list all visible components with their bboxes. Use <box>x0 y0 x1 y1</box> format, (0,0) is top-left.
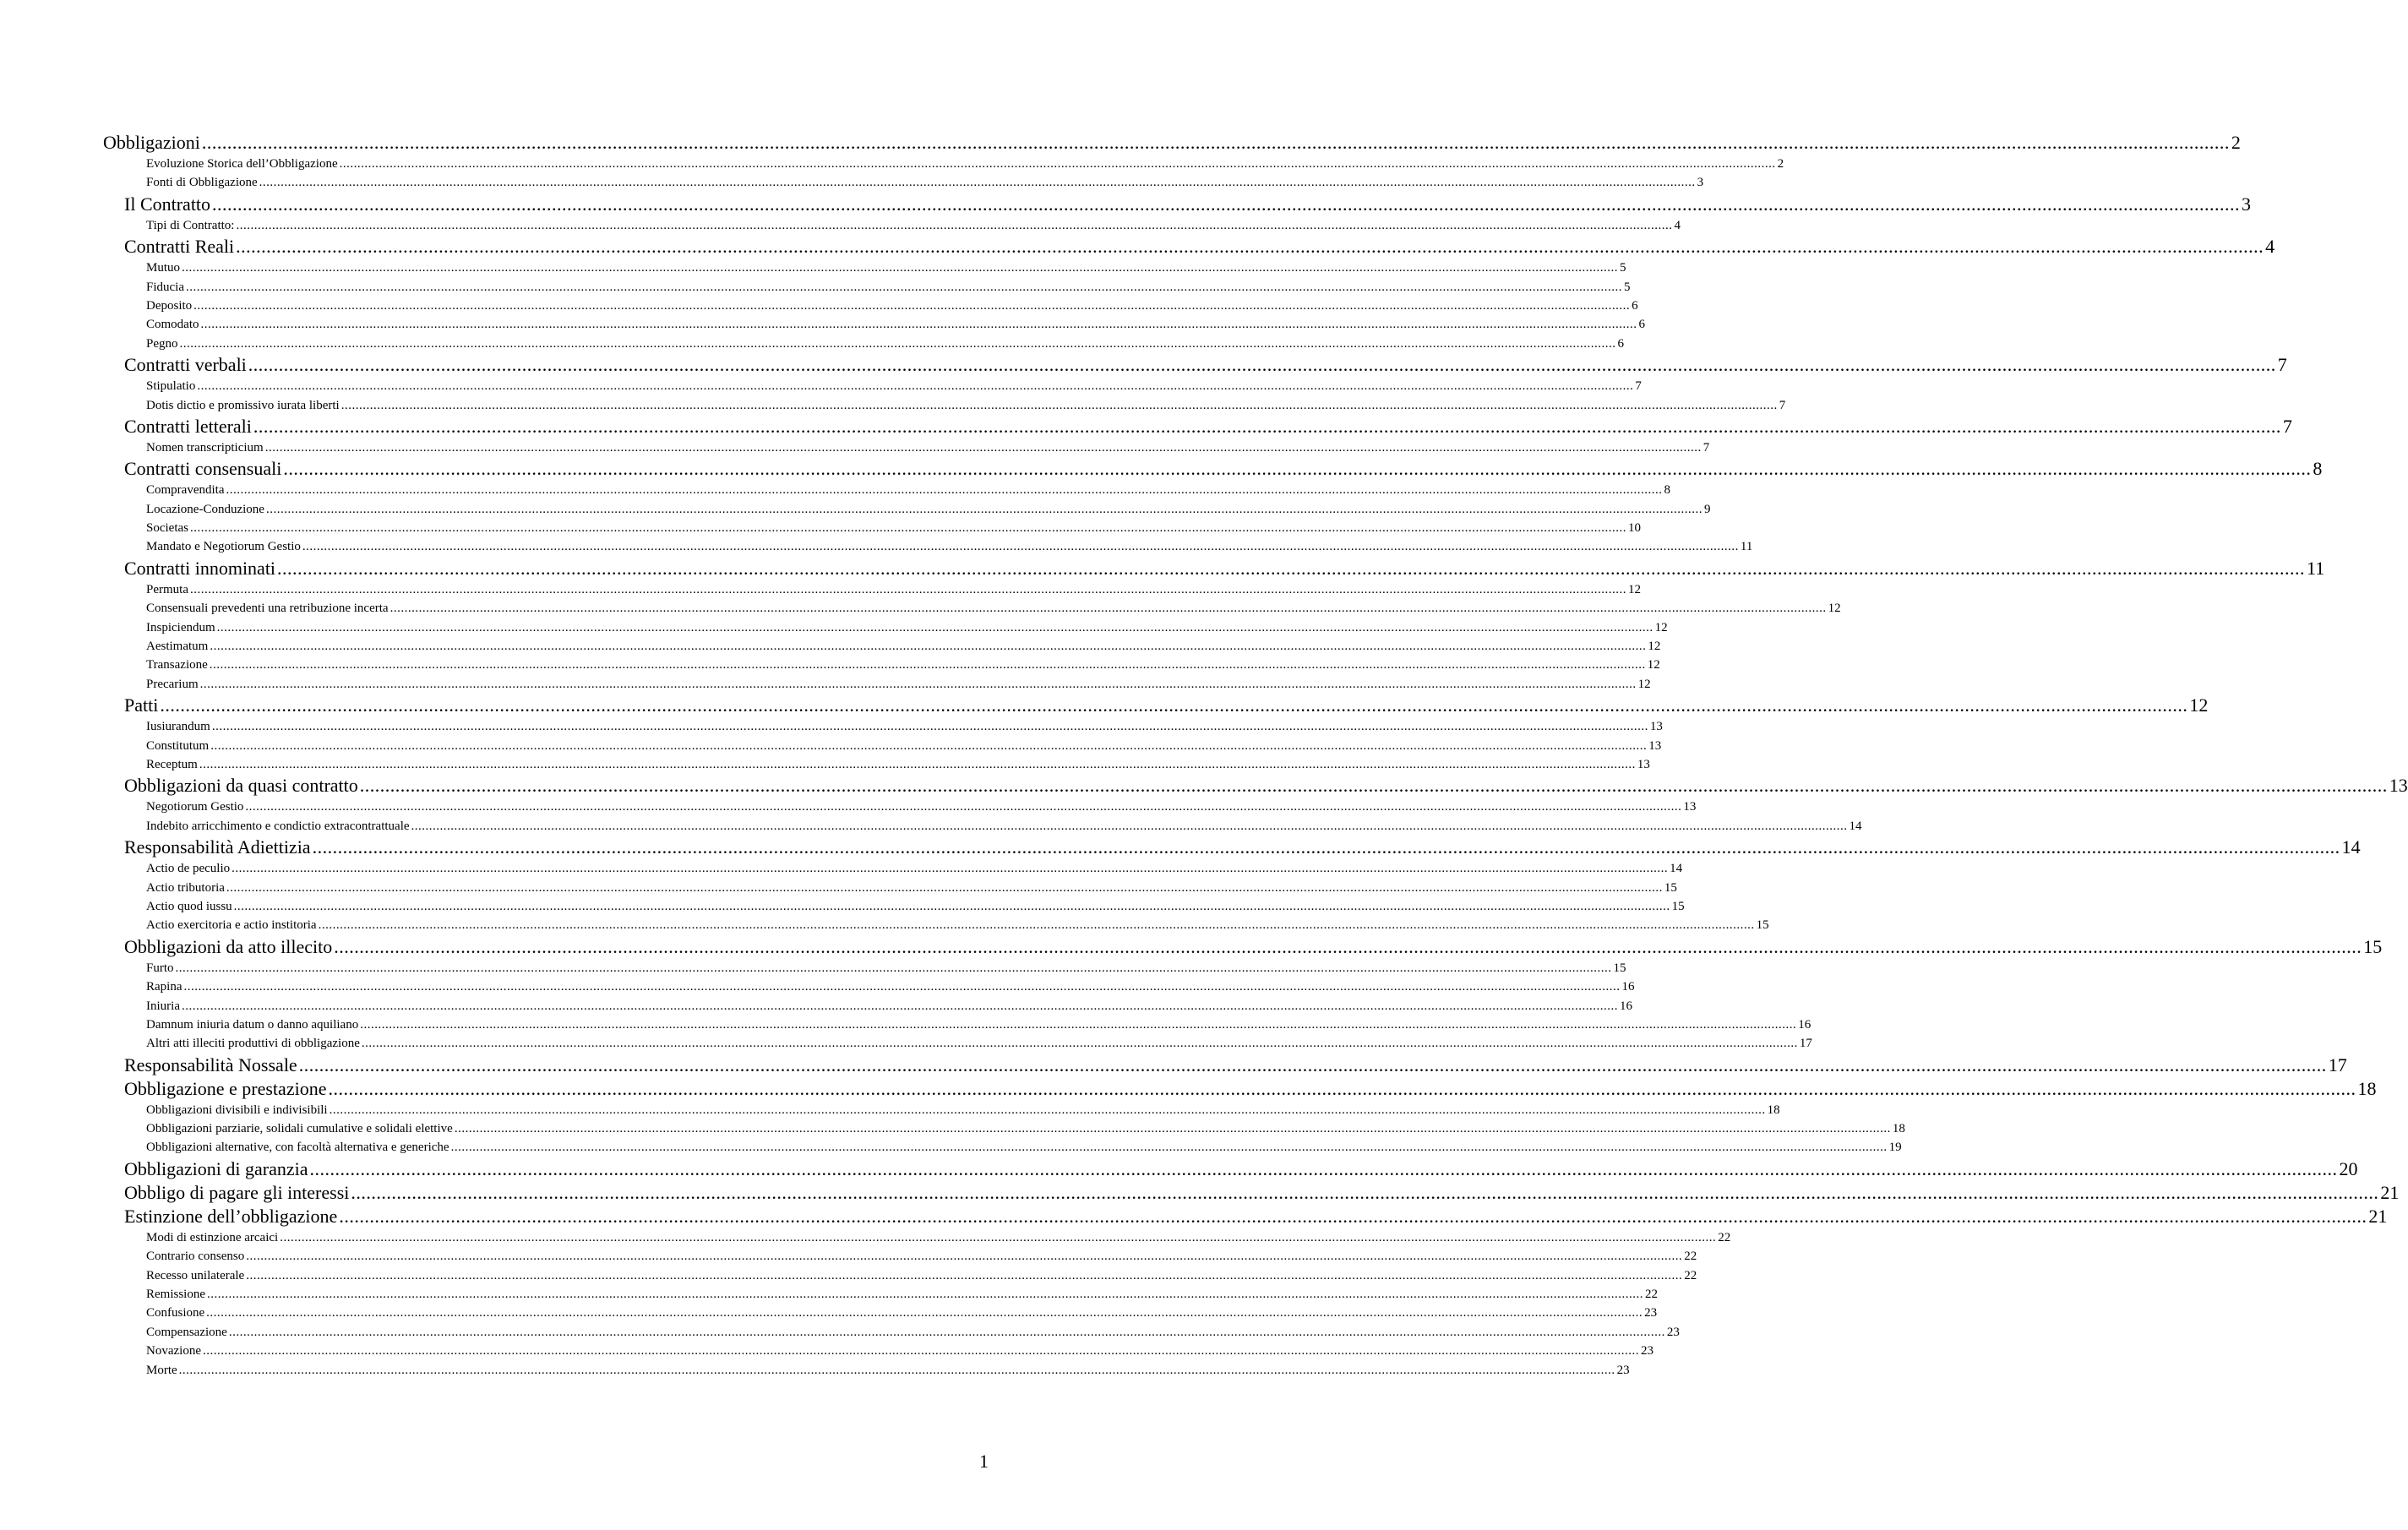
toc-entry-page: 14 <box>1670 862 1683 876</box>
dot-leader: ................................................................................................................................................................................................................................................................................................................................................................................................................ <box>181 999 1618 1013</box>
toc-entry-page: 18 <box>2357 1077 2377 1099</box>
dot-leader: ................................................................................................................................................................................................................................................................................................................................................................................................................ <box>178 1363 1615 1377</box>
dot-leader: ................................................................................................................................................................................................................................................................................................................................................................................................................ <box>236 236 2264 258</box>
dot-leader: ................................................................................................................................................................................................................................................................................................................................................................................................................ <box>212 193 2241 215</box>
toc-subentry[interactable] <box>103 500 1711 519</box>
toc-entry-page: 8 <box>1664 483 1670 498</box>
toc-subentry[interactable] <box>103 1119 1905 1138</box>
dot-leader: ................................................................................................................................................................................................................................................................................................................................................................................................................ <box>328 1077 2356 1099</box>
dot-leader: ................................................................................................................................................................................................................................................................................................................................................................................................................ <box>207 1288 1643 1302</box>
toc-subentry[interactable] <box>103 396 1786 415</box>
dot-leader: ................................................................................................................................................................................................................................................................................................................................................................................................................ <box>206 1306 1643 1320</box>
toc-entry-page: 13 <box>2389 775 2408 797</box>
toc-subentry[interactable] <box>103 580 1641 599</box>
toc-subentry[interactable] <box>103 519 1641 537</box>
toc-entry-label: Aestimatum <box>146 640 209 654</box>
toc-entry-page: 12 <box>2189 694 2209 716</box>
toc-entry-label: Locazione-Conduzione <box>146 502 264 516</box>
dot-leader: ................................................................................................................................................................................................................................................................................................................................................................................................................ <box>190 521 1626 536</box>
toc-subentry[interactable] <box>103 1266 1697 1285</box>
toc-entry-label: Societas <box>146 521 188 536</box>
toc-entry[interactable] <box>103 193 2252 216</box>
toc-entry-label: Mutuo <box>146 261 181 275</box>
toc-entry-label: Indebito arricchimento e condictio extracontrattuale <box>146 819 410 833</box>
dot-leader: ................................................................................................................................................................................................................................................................................................................................................................................................................ <box>190 582 1626 596</box>
dot-leader: ................................................................................................................................................................................................................................................................................................................................................................................................................ <box>339 157 1776 171</box>
toc-entry-label: Actio quod iussu <box>146 899 232 913</box>
dot-leader: ................................................................................................................................................................................................................................................................................................................................................................................................................ <box>265 502 1702 516</box>
toc-entry-label: Responsabilità Nossale <box>124 1054 297 1075</box>
toc-entry-label: Obbligazioni da atto illecito <box>124 935 333 957</box>
toc-subentry[interactable] <box>103 897 1685 916</box>
toc-entry-label: Negotiorum Gestio <box>146 800 244 814</box>
toc-entry-label: Tipi di Contratto: <box>146 218 235 232</box>
dot-leader: ................................................................................................................................................................................................................................................................................................................................................................................................................ <box>199 757 1636 771</box>
dot-leader: ................................................................................................................................................................................................................................................................................................................................................................................................................ <box>193 298 1631 313</box>
toc-subentry[interactable] <box>103 1323 1680 1342</box>
toc-entry-page: 12 <box>1637 677 1651 691</box>
toc-entry-label: Actio de peculio <box>146 862 231 876</box>
toc-entry-page: 3 <box>1697 176 1704 190</box>
toc-entry-label: Deposito <box>146 298 193 313</box>
toc-entry-page: 13 <box>1649 720 1663 734</box>
toc-entry-label: Precarium <box>146 677 199 691</box>
dot-leader: ................................................................................................................................................................................................................................................................................................................................................................................................................ <box>277 557 2306 579</box>
toc-entry-page: 16 <box>1798 1017 1811 1032</box>
toc-entry-label: Obbligazioni divisibili e indivisibili <box>146 1103 328 1117</box>
toc-entry-page: 8 <box>2313 458 2323 480</box>
toc-subentry[interactable] <box>103 259 1626 277</box>
dot-leader: ................................................................................................................................................................................................................................................................................................................................................................................................................ <box>210 738 1648 753</box>
toc-entry-page: 18 <box>1767 1103 1780 1117</box>
toc-entry-page: 22 <box>1718 1230 1731 1244</box>
toc-entry[interactable] <box>103 1157 2358 1181</box>
dot-leader: ................................................................................................................................................................................................................................................................................................................................................................................................................ <box>246 1268 1683 1282</box>
toc-entry-label: Novazione <box>146 1344 201 1358</box>
toc-entry-label: Comodato <box>146 318 199 332</box>
dot-leader: ................................................................................................................................................................................................................................................................................................................................................................................................................ <box>361 1037 1798 1051</box>
toc-subentry[interactable] <box>103 1101 1780 1119</box>
toc-subentry[interactable] <box>103 916 1769 934</box>
toc-entry-page: 22 <box>1684 1250 1697 1264</box>
toc-entry-page: 23 <box>1640 1344 1653 1358</box>
toc-entry[interactable] <box>103 836 2361 859</box>
toc-subentry[interactable] <box>103 755 1650 774</box>
toc-entry-page: 12 <box>1628 582 1641 596</box>
toc-entry-page: 2 <box>1777 157 1784 171</box>
toc-entry-page: 21 <box>2380 1181 2400 1203</box>
toc-entry-label: Furto <box>146 961 174 975</box>
toc-entry-page: 15 <box>1664 880 1677 895</box>
toc-entry-page: 15 <box>1671 899 1685 913</box>
toc-entry-page: 19 <box>1888 1141 1902 1155</box>
dot-leader: ................................................................................................................................................................................................................................................................................................................................................................................................................ <box>283 458 2312 480</box>
toc-entry-page: 20 <box>2339 1157 2358 1179</box>
toc-entry-label: Responsabilità Adiettizia <box>124 836 311 858</box>
toc-subentry[interactable] <box>103 1304 1658 1322</box>
toc-entry-page: 7 <box>2282 415 2292 437</box>
toc-entry-page: 12 <box>1654 620 1668 634</box>
dot-leader: ................................................................................................................................................................................................................................................................................................................................................................................................................ <box>340 398 1778 412</box>
dot-leader: ................................................................................................................................................................................................................................................................................................................................................................................................................ <box>334 935 2362 957</box>
page-number: 1 <box>979 1451 989 1472</box>
toc-entry-label: Obbligazione e prestazione <box>124 1077 327 1099</box>
toc-entry[interactable] <box>103 131 2241 155</box>
toc-subentry[interactable] <box>103 377 1642 395</box>
toc-entry-page: 23 <box>1616 1363 1630 1377</box>
toc-entry[interactable] <box>103 1054 2347 1077</box>
toc-entry-label: Actio tributoria <box>146 880 225 895</box>
dot-leader: ................................................................................................................................................................................................................................................................................................................................................................................................................ <box>245 800 1682 814</box>
toc-subentry[interactable] <box>103 1228 1731 1247</box>
dot-leader: ................................................................................................................................................................................................................................................................................................................................................................................................................ <box>360 1017 1797 1032</box>
toc-entry[interactable] <box>103 557 2325 580</box>
toc-entry[interactable] <box>103 457 2323 481</box>
dot-leader: ................................................................................................................................................................................................................................................................................................................................................................................................................ <box>216 620 1653 634</box>
toc-entry-page: 17 <box>1799 1037 1812 1051</box>
dot-leader: ................................................................................................................................................................................................................................................................................................................................................................................................................ <box>359 775 2388 797</box>
toc-entry-label: Permuta <box>146 582 188 596</box>
toc-subentry[interactable] <box>103 675 1651 694</box>
dot-leader: ................................................................................................................................................................................................................................................................................................................................................................................................................ <box>264 440 1702 455</box>
toc-entry-label: Obbligazioni da quasi contratto <box>124 775 358 797</box>
dot-leader: ................................................................................................................................................................................................................................................................................................................................................................................................................ <box>312 836 2340 858</box>
toc-entry-page: 21 <box>2368 1205 2388 1227</box>
toc-subentry[interactable] <box>103 1034 1812 1053</box>
toc-entry-label: Iusiurandum <box>146 720 210 734</box>
toc-entry-label: Obbligazioni parziarie, solidali cumulative e solidali elettive <box>146 1122 453 1136</box>
toc-entry-page: 16 <box>1619 999 1632 1013</box>
dot-leader: ................................................................................................................................................................................................................................................................................................................................................................................................................ <box>175 961 1612 975</box>
toc-entry-page: 2 <box>2231 132 2241 153</box>
toc-entry-label: Nomen transcripticium <box>146 440 264 455</box>
table-of-contents <box>103 131 2408 1380</box>
toc-subentry[interactable] <box>103 537 1753 556</box>
toc-entry-page: 5 <box>1620 261 1626 275</box>
toc-entry[interactable] <box>103 935 2383 959</box>
toc-entry[interactable] <box>103 1205 2388 1228</box>
toc-entry-page: 3 <box>2242 193 2252 215</box>
dot-leader: ................................................................................................................................................................................................................................................................................................................................................................................................................ <box>318 918 1755 933</box>
toc-entry-page: 10 <box>1628 521 1641 536</box>
toc-entry-page: 6 <box>1638 318 1645 332</box>
toc-entry-page: 12 <box>1647 658 1660 672</box>
dot-leader: ................................................................................................................................................................................................................................................................................................................................................................................................................ <box>259 176 1696 190</box>
toc-entry-page: 7 <box>2277 354 2287 376</box>
toc-entry-label: Contratti Reali <box>124 236 235 258</box>
toc-subentry[interactable] <box>103 1138 1902 1157</box>
dot-leader: ................................................................................................................................................................................................................................................................................................................................................................................................................ <box>390 602 1827 616</box>
toc-subentry[interactable] <box>103 173 1704 192</box>
toc-entry-page: 11 <box>2307 557 2325 579</box>
toc-subentry[interactable] <box>103 599 1841 618</box>
toc-subentry[interactable] <box>103 637 1661 656</box>
toc-entry-label: Fonti di Obbligazione <box>146 176 258 190</box>
dot-leader: ................................................................................................................................................................................................................................................................................................................................................................................................................ <box>450 1141 1888 1155</box>
dot-leader: ................................................................................................................................................................................................................................................................................................................................................................................................................ <box>236 218 1673 232</box>
dot-leader: ................................................................................................................................................................................................................................................................................................................................................................................................................ <box>160 694 2188 716</box>
toc-entry-page: 16 <box>1621 980 1635 994</box>
toc-entry-label: Compensazione <box>146 1325 227 1339</box>
dot-leader: ................................................................................................................................................................................................................................................................................................................................................................................................................ <box>197 379 1634 394</box>
dot-leader: ................................................................................................................................................................................................................................................................................................................................................................................................................ <box>210 640 1647 654</box>
toc-entry-page: 23 <box>1644 1306 1658 1320</box>
dot-leader: ................................................................................................................................................................................................................................................................................................................................................................................................................ <box>351 1181 2379 1203</box>
toc-subentry[interactable] <box>103 817 1862 836</box>
toc-entry-label: Transazione <box>146 658 208 672</box>
dot-leader: ................................................................................................................................................................................................................................................................................................................................................................................................................ <box>226 483 1663 498</box>
toc-entry-label: Patti <box>124 694 159 716</box>
toc-entry-page: 18 <box>1892 1122 1905 1136</box>
dot-leader: ................................................................................................................................................................................................................................................................................................................................................................................................................ <box>253 415 2281 437</box>
toc-subentry[interactable] <box>103 315 1645 334</box>
toc-entry-page: 7 <box>1635 379 1642 394</box>
toc-entry-page: 23 <box>1666 1325 1680 1339</box>
toc-entry-page: 14 <box>2341 836 2361 858</box>
toc-entry-page: 13 <box>1637 757 1650 771</box>
toc-entry-page: 11 <box>1740 540 1753 554</box>
dot-leader: ................................................................................................................................................................................................................................................................................................................................................................................................................ <box>280 1230 1717 1244</box>
toc-entry-label: Rapina <box>146 980 183 994</box>
toc-subentry[interactable] <box>103 1342 1653 1360</box>
dot-leader: ................................................................................................................................................................................................................................................................................................................................................................................................................ <box>182 261 1619 275</box>
toc-subentry[interactable] <box>103 1015 1811 1034</box>
toc-subentry[interactable] <box>103 1285 1658 1304</box>
dot-leader: ................................................................................................................................................................................................................................................................................................................................................................................................................ <box>454 1122 1891 1136</box>
toc-subentry[interactable] <box>103 859 1683 878</box>
toc-subentry[interactable] <box>103 335 1624 353</box>
toc-entry-page: 14 <box>1849 819 1862 833</box>
toc-entry-label: Consensuali prevedenti una retribuzione incerta <box>146 602 389 616</box>
dot-leader: ................................................................................................................................................................................................................................................................................................................................................................................................................ <box>233 899 1670 913</box>
dot-leader: ................................................................................................................................................................................................................................................................................................................................................................................................................ <box>202 1344 1639 1358</box>
toc-entry-page: 4 <box>1674 218 1681 232</box>
toc-entry-page: 7 <box>1702 440 1710 455</box>
toc-entry[interactable] <box>103 1077 2377 1101</box>
toc-subentry[interactable] <box>103 1361 1630 1380</box>
toc-entry-page: 4 <box>2265 236 2275 258</box>
toc-entry[interactable] <box>103 415 2292 438</box>
toc-entry-page: 6 <box>1617 336 1624 351</box>
toc-entry-label: Dotis dictio e promissivo iurata liberti <box>146 398 340 412</box>
toc-entry-label: Remissione <box>146 1288 205 1302</box>
toc-subentry[interactable] <box>103 618 1668 637</box>
toc-entry-label: Obbligazioni di garanzia <box>124 1157 308 1179</box>
dot-leader: ................................................................................................................................................................................................................................................................................................................................................................................................................ <box>211 720 1648 734</box>
toc-entry-page: 13 <box>1648 738 1662 753</box>
toc-subentry[interactable] <box>103 656 1660 674</box>
toc-subentry[interactable] <box>103 977 1635 996</box>
toc-entry-label: Modi di estinzione arcaici <box>146 1230 279 1244</box>
toc-subentry[interactable] <box>103 438 1710 457</box>
dot-leader: ................................................................................................................................................................................................................................................................................................................................................................................................................ <box>302 540 1739 554</box>
toc-entry-label: Fiducia <box>146 280 184 294</box>
dot-leader: ................................................................................................................................................................................................................................................................................................................................................................................................................ <box>329 1103 1766 1117</box>
toc-entry-page: 22 <box>1684 1268 1697 1282</box>
dot-leader: ................................................................................................................................................................................................................................................................................................................................................................................................................ <box>232 862 1669 876</box>
toc-entry-label: Contratti consensuali <box>124 458 282 480</box>
toc-entry-page: 17 <box>2328 1054 2347 1075</box>
toc-entry-page: 5 <box>1624 280 1631 294</box>
toc-subentry[interactable] <box>103 879 1677 897</box>
toc-subentry[interactable] <box>103 737 1662 755</box>
dot-leader: ................................................................................................................................................................................................................................................................................................................................................................................................................ <box>339 1205 2367 1227</box>
dot-leader: ................................................................................................................................................................................................................................................................................................................................................................................................................ <box>186 280 1622 294</box>
toc-entry-label: Altri atti illeciti produttivi di obbligazione <box>146 1037 360 1051</box>
toc-subentry[interactable] <box>103 297 1638 315</box>
toc-entry-label: Obbligazioni <box>103 132 200 153</box>
toc-entry-page: 15 <box>1756 918 1769 933</box>
toc-entry-label: Obbligo di pagare gli interessi <box>124 1181 350 1203</box>
toc-entry-label: Mandato e Negotiorum Gestio <box>146 540 301 554</box>
dot-leader: ................................................................................................................................................................................................................................................................................................................................................................................................................ <box>179 336 1616 351</box>
toc-entry-label: Pegno <box>146 336 178 351</box>
toc-subentry[interactable] <box>103 216 1681 235</box>
toc-entry-label: Contrario consenso <box>146 1250 245 1264</box>
dot-leader: ................................................................................................................................................................................................................................................................................................................................................................................................................ <box>246 1250 1683 1264</box>
toc-entry-label: Obbligazioni alternative, con facoltà alternativa e generiche <box>146 1141 449 1155</box>
toc-entry-page: 9 <box>1703 502 1711 516</box>
toc-subentry[interactable] <box>103 1247 1697 1266</box>
toc-subentry[interactable] <box>103 717 1663 736</box>
toc-subentry[interactable] <box>103 481 1670 499</box>
dot-leader: ................................................................................................................................................................................................................................................................................................................................................................................................................ <box>298 1054 2327 1075</box>
toc-entry-label: Receptum <box>146 757 198 771</box>
dot-leader: ................................................................................................................................................................................................................................................................................................................................................................................................................ <box>209 658 1646 672</box>
dot-leader: ................................................................................................................................................................................................................................................................................................................................................................................................................ <box>228 1325 1665 1339</box>
dot-leader: ................................................................................................................................................................................................................................................................................................................................................................................................................ <box>200 318 1637 332</box>
toc-entry-label: Recesso unilaterale <box>146 1268 245 1282</box>
toc-entry-label: Compravendita <box>146 483 225 498</box>
dot-leader: ................................................................................................................................................................................................................................................................................................................................................................................................................ <box>226 880 1663 895</box>
toc-entry-label: Morte <box>146 1363 177 1377</box>
toc-entry-label: Evoluzione Storica dell’Obbligazione <box>146 157 338 171</box>
toc-entry-label: Contratti verbali <box>124 354 247 376</box>
toc-entry-page: 6 <box>1632 298 1638 313</box>
toc-entry-label: Stipulatio <box>146 379 196 394</box>
toc-entry-label: Estinzione dell’obbligazione <box>124 1205 338 1227</box>
toc-entry-page: 13 <box>1683 800 1697 814</box>
toc-entry-label: Contratti innominati <box>124 557 276 579</box>
toc-subentry[interactable] <box>103 959 1626 977</box>
toc-entry[interactable] <box>103 235 2275 259</box>
toc-entry[interactable] <box>103 1181 2400 1205</box>
toc-entry-label: Il Contratto <box>124 193 211 215</box>
toc-subentry[interactable] <box>103 278 1631 297</box>
dot-leader: ................................................................................................................................................................................................................................................................................................................................................................................................................ <box>248 354 2276 376</box>
dot-leader: ................................................................................................................................................................................................................................................................................................................................................................................................................ <box>183 980 1621 994</box>
toc-entry-label: Constitutum <box>146 738 210 753</box>
toc-entry-label: Contratti letterali <box>124 415 252 437</box>
toc-entry-label: Actio exercitoria e actio institoria <box>146 918 317 933</box>
toc-entry-label: Inspiciendum <box>146 620 215 634</box>
toc-entry-label: Iniuria <box>146 999 180 1013</box>
toc-entry[interactable] <box>103 774 2408 798</box>
dot-leader: ................................................................................................................................................................................................................................................................................................................................................................................................................ <box>199 677 1637 691</box>
toc-entry-page: 12 <box>1828 602 1841 616</box>
toc-entry[interactable] <box>103 694 2209 717</box>
toc-entry-label: Confusione <box>146 1306 205 1320</box>
toc-subentry[interactable] <box>103 997 1632 1015</box>
toc-entry-page: 15 <box>2363 935 2383 957</box>
dot-leader: ................................................................................................................................................................................................................................................................................................................................................................................................................ <box>201 132 2230 153</box>
toc-entry-label: Damnum iniuria datum o danno aquiliano <box>146 1017 359 1032</box>
dot-leader: ................................................................................................................................................................................................................................................................................................................................................................................................................ <box>411 819 1848 833</box>
toc-entry[interactable] <box>103 353 2287 377</box>
toc-entry-page: 22 <box>1645 1288 1658 1302</box>
toc-entry-page: 7 <box>1779 398 1786 412</box>
toc-entry-page: 12 <box>1648 640 1661 654</box>
toc-subentry[interactable] <box>103 798 1697 816</box>
toc-entry-page: 15 <box>1613 961 1626 975</box>
toc-subentry[interactable] <box>103 155 1784 173</box>
dot-leader: ................................................................................................................................................................................................................................................................................................................................................................................................................ <box>309 1157 2338 1179</box>
